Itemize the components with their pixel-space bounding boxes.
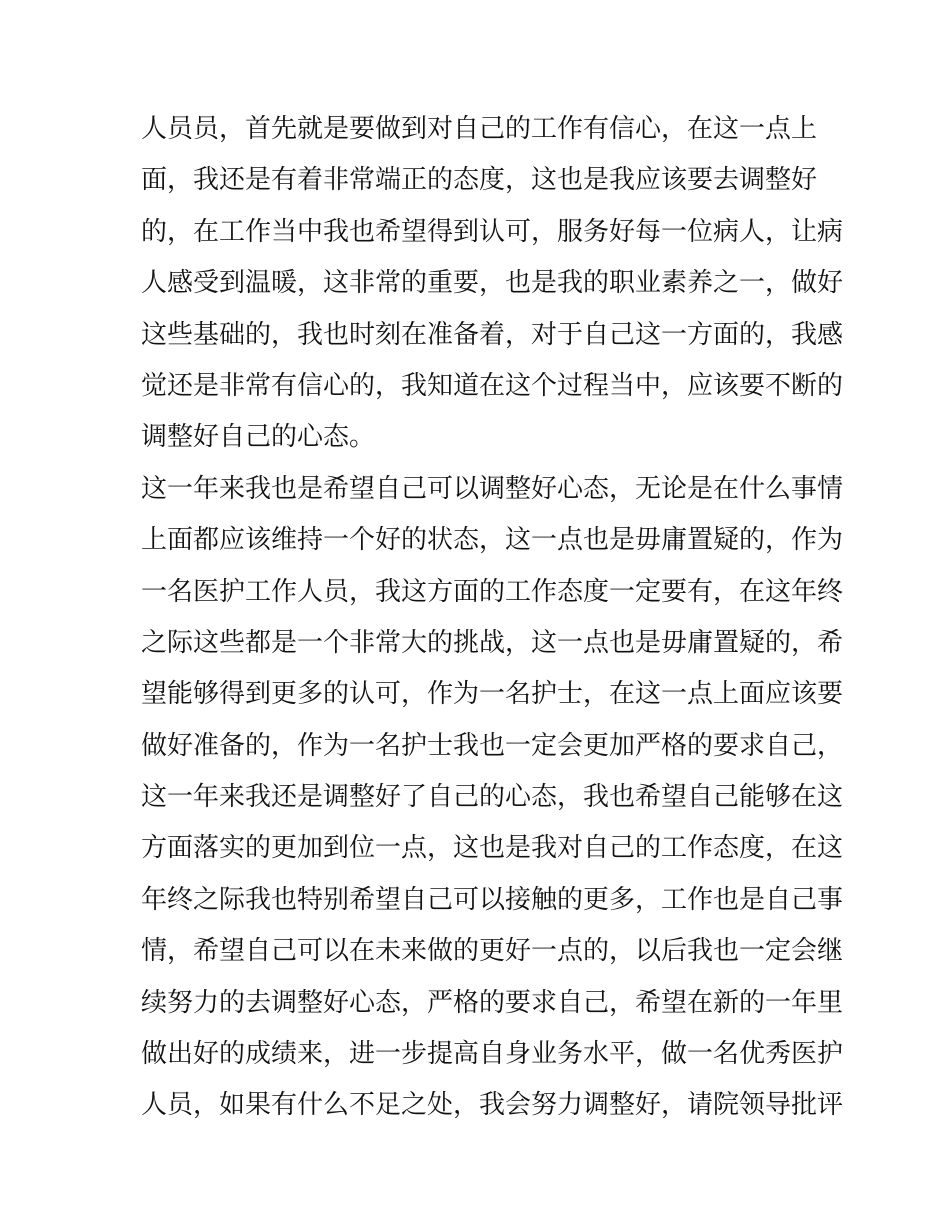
- text-line: 面，我还是有着非常端正的态度，这也是我应该要去调整好: [141, 165, 818, 196]
- text-line: 做好准备的，作为一名护士我也一定会更加严格的要求自己，: [141, 730, 844, 761]
- text-line: 这些基础的，我也时刻在准备着，对于自己这一方面的，我感: [141, 319, 844, 350]
- text-line: 望能够得到更多的认可，作为一名护士，在这一点上面应该要: [141, 679, 844, 710]
- text-line: 情，希望自己可以在未来做的更好一点的，以后我也一定会继: [141, 936, 844, 967]
- text-line: 做出好的成绩来，进一步提高自身业务水平，做一名优秀医护: [141, 1039, 844, 1070]
- text-line: 觉还是非常有信心的，我知道在这个过程当中，应该要不断的: [141, 370, 844, 401]
- text-line: 之际这些都是一个非常大的挑战，这一点也是毋庸置疑的，希: [141, 627, 844, 658]
- text-line: 这一年来我还是调整好了自己的心态，我也希望自己能够在这: [141, 782, 844, 813]
- text-line: 调整好自己的心态。: [141, 422, 376, 453]
- text-line: 上面都应该维持一个好的状态，这一点也是毋庸置疑的，作为: [141, 525, 844, 556]
- text-line: 年终之际我也特别希望自己可以接触的更多，工作也是自己事: [141, 884, 844, 915]
- text-line: 人员，如果有什么不足之处，我会努力调整好，请院领导批评: [141, 1090, 844, 1121]
- body-text: [141, 104, 844, 1132]
- text-line: 一名医护工作人员，我这方面的工作态度一定要有，在这年终: [141, 576, 844, 607]
- text-line: 人员员，首先就是要做到对自己的工作有信心，在这一点上: [141, 114, 818, 144]
- text-line: 的，在工作当中我也希望得到认可，服务好每一位病人，让病: [141, 216, 844, 247]
- text-line: 续努力的去调整好心态，严格的要求自己，希望在新的一年里: [141, 987, 844, 1018]
- text-line: 方面落实的更加到位一点，这也是我对自己的工作态度，在这: [141, 833, 844, 864]
- text-line: 人感受到温暖，这非常的重要，也是我的职业素养之一，做好: [141, 268, 844, 299]
- text-line: 这一年来我也是希望自己可以调整好心态，无论是在什么事情: [141, 473, 844, 504]
